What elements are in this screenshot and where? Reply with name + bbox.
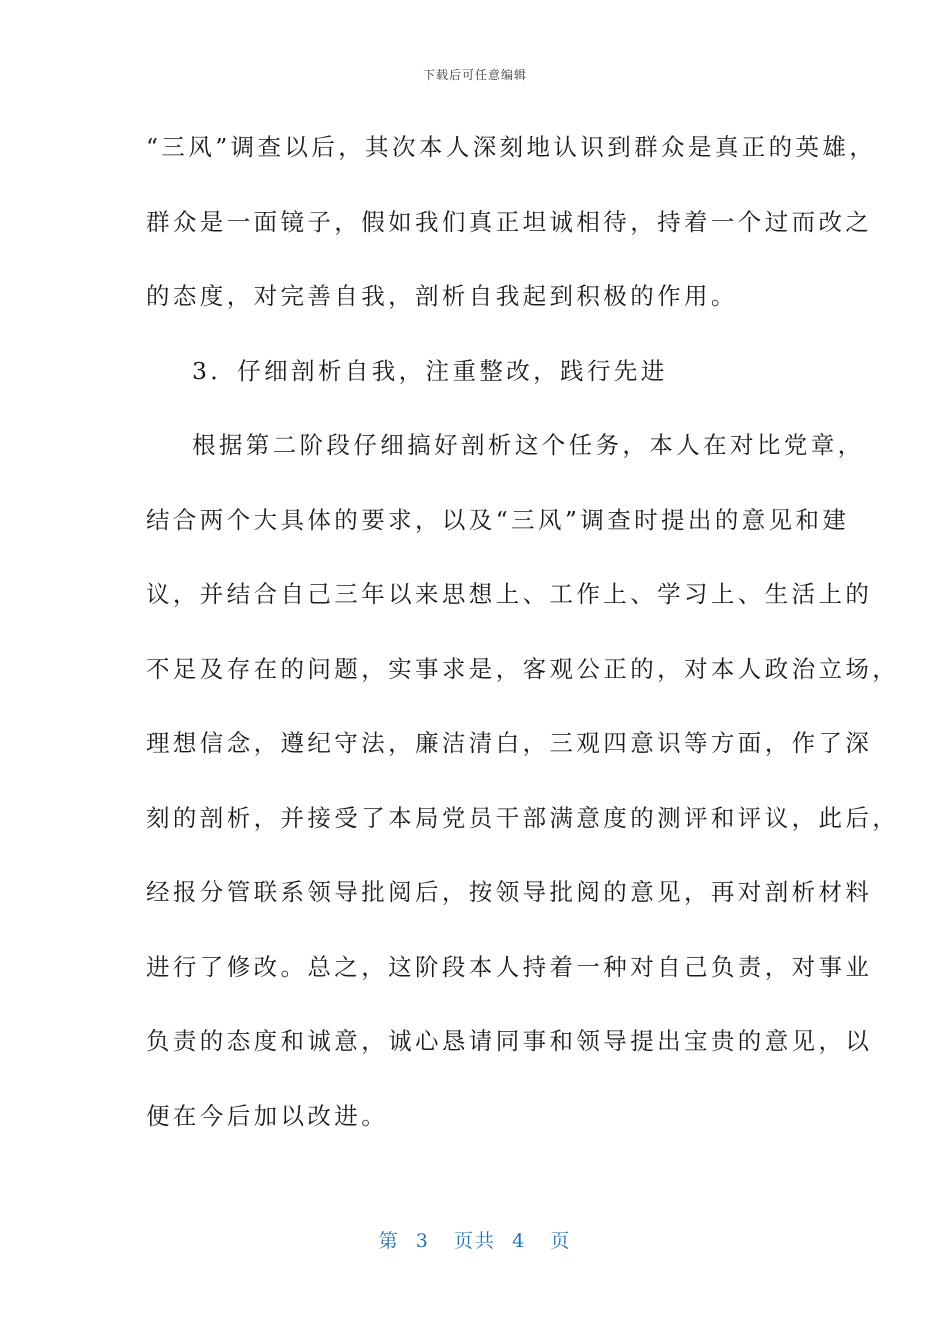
body-line: 结合两个大具体的要求，以及“三风”调查时提出的意见和建 bbox=[146, 505, 850, 534]
body-line: 刻的剖析，并接受了本局党员干部满意度的测评和评议，此后， bbox=[146, 803, 900, 832]
body-line: 理想信念，遵纪守法，廉洁清白，三观四意识等方面，作了深 bbox=[146, 729, 873, 757]
body-line: 群众是一面镜子，假如我们真正坦诚相待，持着一个过而改之 bbox=[146, 207, 873, 236]
body-line: 的态度，对完善自我，剖析自我起到积极的作用。 bbox=[146, 282, 738, 310]
body-line: 议，并结合自己三年以来思想上、工作上、学习上、生活上的 bbox=[146, 580, 873, 608]
page-label-suffix: 页 bbox=[550, 1230, 572, 1252]
body-line: “三风”调查以后，其次本人深刻地认识到群众是真正的英雄， bbox=[146, 133, 877, 161]
header-note: 下载后可任意编辑 bbox=[422, 68, 527, 82]
body-line: 不足及存在的问题，实事求是，客观公正的，对本人政治立场， bbox=[146, 654, 900, 683]
page-label-mid: 页共 bbox=[453, 1230, 496, 1252]
body-line: 经报分管联系领导批阅后，按领导批阅的意见，再对剖析材料 bbox=[146, 878, 873, 906]
body-line: 进行了修改。总之，这阶段本人持着一种对自己负责，对事业 bbox=[146, 952, 873, 981]
total-pages-number: 4 bbox=[512, 1230, 527, 1252]
page-label-prefix: 第 bbox=[378, 1230, 400, 1252]
body-line: 负责的态度和诚意，诚心恳请同事和领导提出宝贵的意见，以 bbox=[146, 1027, 873, 1055]
current-page-number: 3 bbox=[415, 1230, 430, 1252]
body-line: 根据第二阶段仔细搞好剖析这个任务，本人在对比党章， bbox=[192, 431, 865, 459]
section-heading: 3．仔细剖析自我，注重整改，践行先进 bbox=[192, 356, 668, 385]
page-footer bbox=[0, 1226, 950, 1253]
body-line: 便在今后加以改进。 bbox=[146, 1101, 389, 1130]
document-body bbox=[146, 124, 900, 1167]
